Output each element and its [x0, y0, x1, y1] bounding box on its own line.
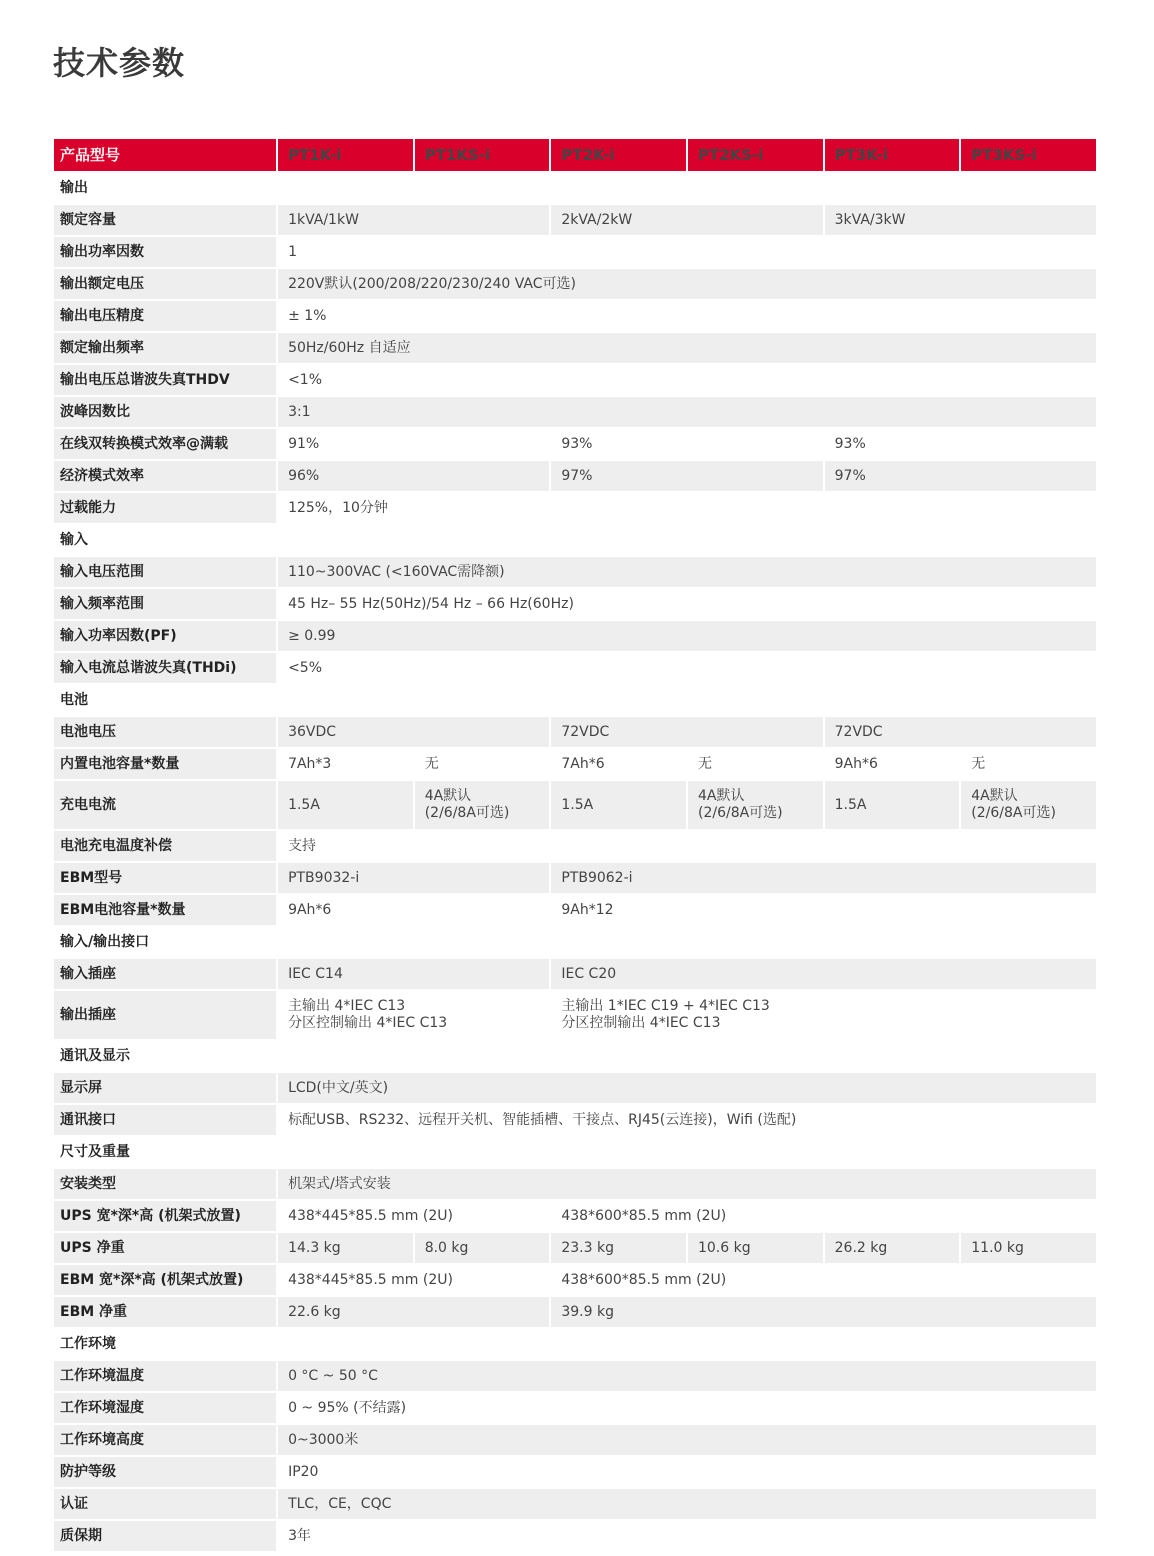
row-label: 波峰因数比 — [54, 397, 276, 427]
value-cell: 机架式/塔式安装 — [278, 1169, 1096, 1199]
section-title: 输入 — [54, 525, 1096, 555]
header-model: PT3KS-i — [961, 139, 1096, 171]
table-row — [54, 1489, 1096, 1519]
header-model: PT1K-i — [278, 139, 413, 171]
value-cell: 72VDC — [825, 717, 1096, 747]
table-row — [54, 1265, 1096, 1295]
row-label: 输入频率范围 — [54, 589, 276, 619]
row-label: EBM型号 — [54, 863, 276, 893]
value-cell: 2kVA/2kW — [551, 205, 822, 235]
section-title: 输入/输出接口 — [54, 927, 1096, 957]
table-row — [54, 461, 1096, 491]
value-cell: 支持 — [278, 831, 1096, 861]
value-line: 4A默认 — [697, 788, 745, 804]
value-cell: LCD(中文/英文) — [278, 1073, 1096, 1103]
header-model: PT3K-i — [825, 139, 960, 171]
row-label: 显示屏 — [54, 1073, 276, 1103]
section-row — [54, 927, 1096, 957]
value-cell: 无 — [415, 749, 550, 779]
table-row — [54, 1521, 1096, 1551]
spec-table — [52, 137, 1098, 1553]
table-row — [54, 621, 1096, 651]
row-label: 工作环境高度 — [54, 1425, 276, 1455]
value-cell: 125%，10分钟 — [278, 493, 1096, 523]
table-row — [54, 365, 1096, 395]
spec-table-body — [54, 139, 1096, 1551]
value-cell: 无 — [688, 749, 823, 779]
value-cell: 97% — [551, 461, 822, 491]
value-cell: 1.5A — [551, 781, 686, 829]
row-label: 输出额定电压 — [54, 269, 276, 299]
row-label: 输入功率因数(PF) — [54, 621, 276, 651]
value-cell — [551, 991, 1096, 1039]
value-cell: 11.0 kg — [961, 1233, 1096, 1263]
table-row — [54, 493, 1096, 523]
value-cell: 7Ah*6 — [551, 749, 686, 779]
value-cell: 39.9 kg — [551, 1297, 1096, 1327]
value-cell: PTB9062-i — [551, 863, 1096, 893]
table-row — [54, 397, 1096, 427]
section-row — [54, 1041, 1096, 1071]
table-header-row — [54, 139, 1096, 171]
value-line: 4A默认 — [424, 788, 472, 804]
value-line: 4A默认 — [971, 788, 1018, 804]
value-cell: 7Ah*3 — [278, 749, 413, 779]
value-line: 主输出 1*IEC C19 + 4*IEC C13 — [561, 998, 770, 1014]
row-label: 内置电池容量*数量 — [54, 749, 276, 779]
value-cell: 50Hz/60Hz 自适应 — [278, 333, 1096, 363]
row-label: 额定输出频率 — [54, 333, 276, 363]
table-row — [54, 1073, 1096, 1103]
value-cell: 10.6 kg — [688, 1233, 823, 1263]
row-label: 工作环境温度 — [54, 1361, 276, 1391]
section-title: 尺寸及重量 — [54, 1137, 1096, 1167]
row-label: 输出插座 — [54, 991, 276, 1039]
value-cell: 1.5A — [278, 781, 413, 829]
value-cell: ≥ 0.99 — [278, 621, 1096, 651]
section-title: 电池 — [54, 685, 1096, 715]
value-cell: 97% — [825, 461, 1096, 491]
table-row — [54, 749, 1096, 779]
value-cell: 23.3 kg — [551, 1233, 686, 1263]
row-label: 在线双转换模式效率@满载 — [54, 429, 276, 459]
value-cell — [415, 781, 550, 829]
row-label: 经济模式效率 — [54, 461, 276, 491]
page-title: 技术参数 — [53, 44, 186, 82]
section-title: 输出 — [54, 173, 1096, 203]
row-label: 输出功率因数 — [54, 237, 276, 267]
table-row — [54, 1425, 1096, 1455]
value-cell — [961, 781, 1096, 829]
value-cell: <1% — [278, 365, 1096, 395]
row-label: 输入电压范围 — [54, 557, 276, 587]
value-cell: 3年 — [278, 1521, 1096, 1551]
row-label: 安装类型 — [54, 1169, 276, 1199]
row-label: EBM 宽*深*高 (机架式放置) — [54, 1265, 276, 1295]
row-label: UPS 宽*深*高 (机架式放置) — [54, 1201, 276, 1231]
value-cell: 9Ah*6 — [825, 749, 960, 779]
table-row — [54, 1297, 1096, 1327]
value-cell: 无 — [961, 749, 1096, 779]
value-cell: ± 1% — [278, 301, 1096, 331]
section-title: 工作环境 — [54, 1329, 1096, 1359]
table-row — [54, 781, 1096, 829]
row-label: UPS 净重 — [54, 1233, 276, 1263]
value-cell — [688, 781, 823, 829]
row-label: 质保期 — [54, 1521, 276, 1551]
value-cell: 438*445*85.5 mm (2U) — [278, 1201, 549, 1231]
table-row — [54, 991, 1096, 1039]
value-cell: PTB9032-i — [278, 863, 549, 893]
row-label: EBM电池容量*数量 — [54, 895, 276, 925]
table-row — [54, 1169, 1096, 1199]
value-cell: 110~300VAC (<160VAC需降额) — [278, 557, 1096, 587]
header-model: PT2K-i — [551, 139, 686, 171]
value-cell: IP20 — [278, 1457, 1096, 1487]
row-label: 通讯接口 — [54, 1105, 276, 1135]
value-line: 分区控制输出 4*IEC C13 — [288, 1015, 448, 1031]
table-row — [54, 429, 1096, 459]
header-label: 产品型号 — [54, 139, 276, 171]
row-label: 工作环境湿度 — [54, 1393, 276, 1423]
value-cell: IEC C20 — [551, 959, 1096, 989]
value-cell: 9Ah*12 — [551, 895, 1096, 925]
table-row — [54, 1457, 1096, 1487]
table-row — [54, 237, 1096, 267]
section-title: 通讯及显示 — [54, 1041, 1096, 1071]
row-label: 电池电压 — [54, 717, 276, 747]
value-cell: 1.5A — [825, 781, 960, 829]
row-label: 额定容量 — [54, 205, 276, 235]
value-cell: 96% — [278, 461, 549, 491]
value-cell: 26.2 kg — [825, 1233, 960, 1263]
table-row — [54, 959, 1096, 989]
table-row — [54, 589, 1096, 619]
value-cell: 0 °C ~ 50 °C — [278, 1361, 1096, 1391]
value-cell: TLC，CE，CQC — [278, 1489, 1096, 1519]
value-cell: 标配USB、RS232、远程开关机、智能插槽、干接点、RJ45(云连接)，Wifi (选配) — [278, 1105, 1096, 1135]
value-cell: 1kVA/1kW — [278, 205, 549, 235]
value-cell: 93% — [551, 429, 822, 459]
section-row — [54, 173, 1096, 203]
section-row — [54, 1137, 1096, 1167]
table-row — [54, 301, 1096, 331]
header-model: PT1KS-i — [415, 139, 550, 171]
row-label: 输入插座 — [54, 959, 276, 989]
value-cell: 0 ~ 95% (不结露) — [278, 1393, 1096, 1423]
value-cell: 72VDC — [551, 717, 822, 747]
table-row — [54, 269, 1096, 299]
section-row — [54, 685, 1096, 715]
table-row — [54, 863, 1096, 893]
table-row — [54, 717, 1096, 747]
table-row — [54, 1105, 1096, 1135]
value-line: (2/6/8A可选) — [424, 805, 510, 821]
value-cell: 22.6 kg — [278, 1297, 549, 1327]
table-row — [54, 831, 1096, 861]
section-row — [54, 525, 1096, 555]
value-cell: 91% — [278, 429, 549, 459]
value-cell: 8.0 kg — [415, 1233, 550, 1263]
row-label: 输入电流总谐波失真(THDi) — [54, 653, 276, 683]
table-row — [54, 557, 1096, 587]
value-cell: 438*600*85.5 mm (2U) — [551, 1265, 1096, 1295]
value-cell: 9Ah*6 — [278, 895, 549, 925]
value-line: 主输出 4*IEC C13 — [288, 998, 406, 1014]
value-cell: 93% — [825, 429, 1096, 459]
table-row — [54, 1361, 1096, 1391]
value-line: (2/6/8A可选) — [697, 805, 783, 821]
row-label: 过载能力 — [54, 493, 276, 523]
table-row — [54, 333, 1096, 363]
value-cell: 14.3 kg — [278, 1233, 413, 1263]
section-row — [54, 1329, 1096, 1359]
row-label: 认证 — [54, 1489, 276, 1519]
value-cell: 220V默认(200/208/220/230/240 VAC可选) — [278, 269, 1096, 299]
table-row — [54, 1393, 1096, 1423]
row-label: EBM 净重 — [54, 1297, 276, 1327]
table-row — [54, 1201, 1096, 1231]
value-cell: IEC C14 — [278, 959, 549, 989]
value-cell: 1 — [278, 237, 1096, 267]
value-cell: 3kVA/3kW — [825, 205, 1096, 235]
header-model: PT2KS-i — [688, 139, 823, 171]
table-row — [54, 205, 1096, 235]
row-label: 输出电压精度 — [54, 301, 276, 331]
row-label: 防护等级 — [54, 1457, 276, 1487]
value-cell — [278, 991, 549, 1039]
row-label: 输出电压总谐波失真THDV — [54, 365, 276, 395]
table-row — [54, 1233, 1096, 1263]
value-cell: 438*600*85.5 mm (2U) — [551, 1201, 1096, 1231]
value-cell: 3:1 — [278, 397, 1096, 427]
value-line: 分区控制输出 4*IEC C13 — [561, 1015, 721, 1031]
table-row — [54, 895, 1096, 925]
row-label: 电池充电温度补偿 — [54, 831, 276, 861]
value-cell: <5% — [278, 653, 1096, 683]
value-cell: 438*445*85.5 mm (2U) — [278, 1265, 549, 1295]
row-label: 充电电流 — [54, 781, 276, 829]
value-line: (2/6/8A可选) — [971, 805, 1056, 821]
value-cell: 0~3000米 — [278, 1425, 1096, 1455]
value-cell: 36VDC — [278, 717, 549, 747]
table-row — [54, 653, 1096, 683]
value-cell: 45 Hz– 55 Hz(50Hz)/54 Hz – 66 Hz(60Hz) — [278, 589, 1096, 619]
